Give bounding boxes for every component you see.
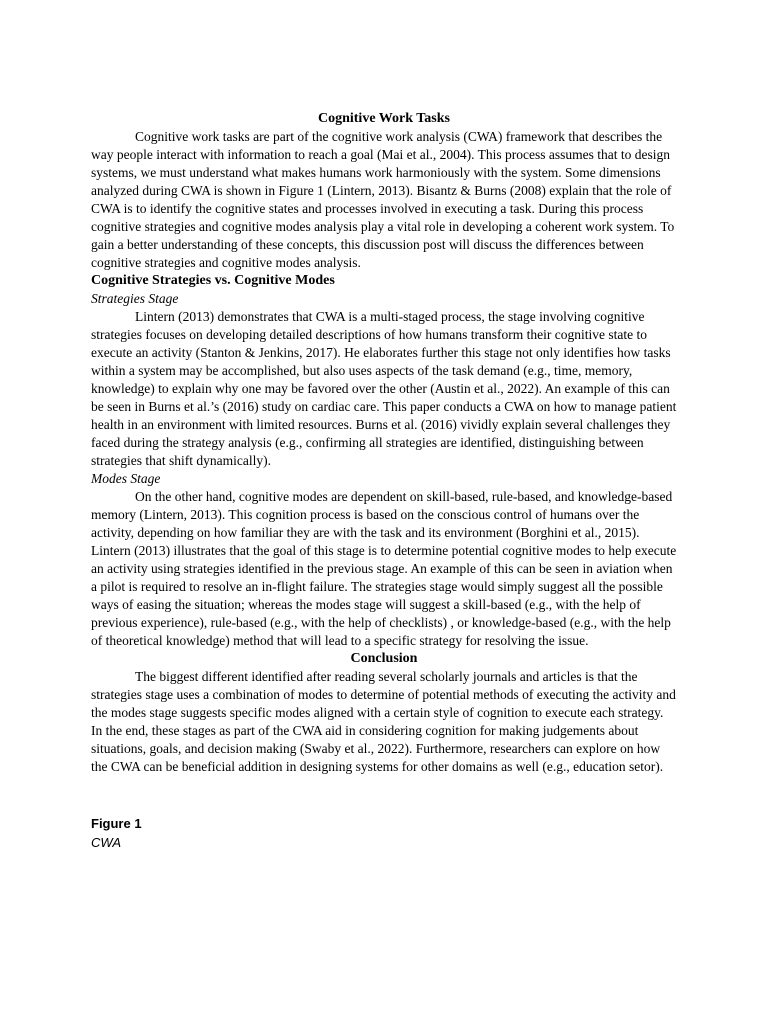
intro-paragraph: Cognitive work tasks are part of the cognitive work analysis (CWA) framework that describes the way people interact with information to reach a goal (Mai et al., 2004). This process assumes that to design systems, we must understand what makes humans work harmoniously with the system. Some dimensions analyzed during CWA is shown in Figure 1 (Lintern, 2013). Bisantz & Burns (2008) explain that the role of CWA is to identify the cognitive states and processes involved in executing a task. During this process cognitive strategies and cognitive modes analysis play a vital role in developing a coherent work system. To gain a better understanding of these concepts, this discussion post will discuss the differences between cognitive strategies and cognitive modes analysis. bbox=[91, 129, 675, 270]
figure-label: Figure 1 bbox=[91, 816, 142, 831]
figure-caption: CWA bbox=[91, 835, 122, 850]
figure-block bbox=[91, 814, 677, 852]
subheading-strategies-stage: Strategies Stage bbox=[91, 291, 179, 306]
conclusion-paragraph: The biggest different identified after reading several scholarly journals and articles is that the strategies stage uses a combination of modes to determine of potential methods of executing the activity and the modes stage suggests specific modes aligned with a certain style of cognition to execute each strategy. In the end, these stages as part of the CWA aid in considering cognition for making judgements about situations, goals, and decision making (Swaby et al., 2022). Furthermore, researchers can explore on how the CWA can be beneficial addition in designing systems for other domains as well (e.g., education setor). bbox=[91, 669, 676, 774]
subheading-modes-stage: Modes Stage bbox=[91, 471, 161, 486]
modes-paragraph: On the other hand, cognitive modes are dependent on skill-based, rule-based, and knowledge-based memory (Lintern, 2013). This cognition process is based on the conscious control of humans over the activity, depending on how familiar they are with the task and its environment (Borghini et al., 2015). Lintern (2013) illustrates that the goal of this stage is to determine potential cognitive modes to help execute an activity using strategies identified in the previous stage. An example of this can be seen in aviation when a pilot is required to resolve an in-flight failure. The strategies stage would simply suggest all the possible ways of easing the situation; whereas the modes stage will suggest a skill-based (e.g., with the help of previous experience), rule-based (e.g., with the help of checklists) , or knowledge-based (e.g., with the help of theoretical knowledge) method that will lead to a specific strategy for resolving the issue. bbox=[91, 489, 677, 648]
conclusion-heading: Conclusion bbox=[350, 651, 418, 666]
section-heading-strategies-vs-modes: Cognitive Strategies vs. Cognitive Modes bbox=[91, 273, 335, 288]
strategies-paragraph: Lintern (2013) demonstrates that CWA is a multi-staged process, the stage involving cognitive strategies focuses on developing detailed descriptions of how humans transform their cognitive state to execute an activity (Stanton & Jenkins, 2017). He elaborates further this stage not only identifies how tasks within a system may be accomplished, but also uses aspects of the task demand (e.g., time, memory, knowledge) to explain why one may be favored over the other (Austin et al., 2022). An example of this can be seen in Burns et al.’s (2016) study on cardiac care. This paper conducts a CWA on how to manage patient health in an environment with limited resources. Burns et al. (2016) vividly explain several challenges they faced during the strategy analysis (e.g., confirming all strategies are identified, distinguishing between strategies that shift dynamically). bbox=[91, 309, 677, 468]
document-title: Cognitive Work Tasks bbox=[317, 111, 450, 126]
